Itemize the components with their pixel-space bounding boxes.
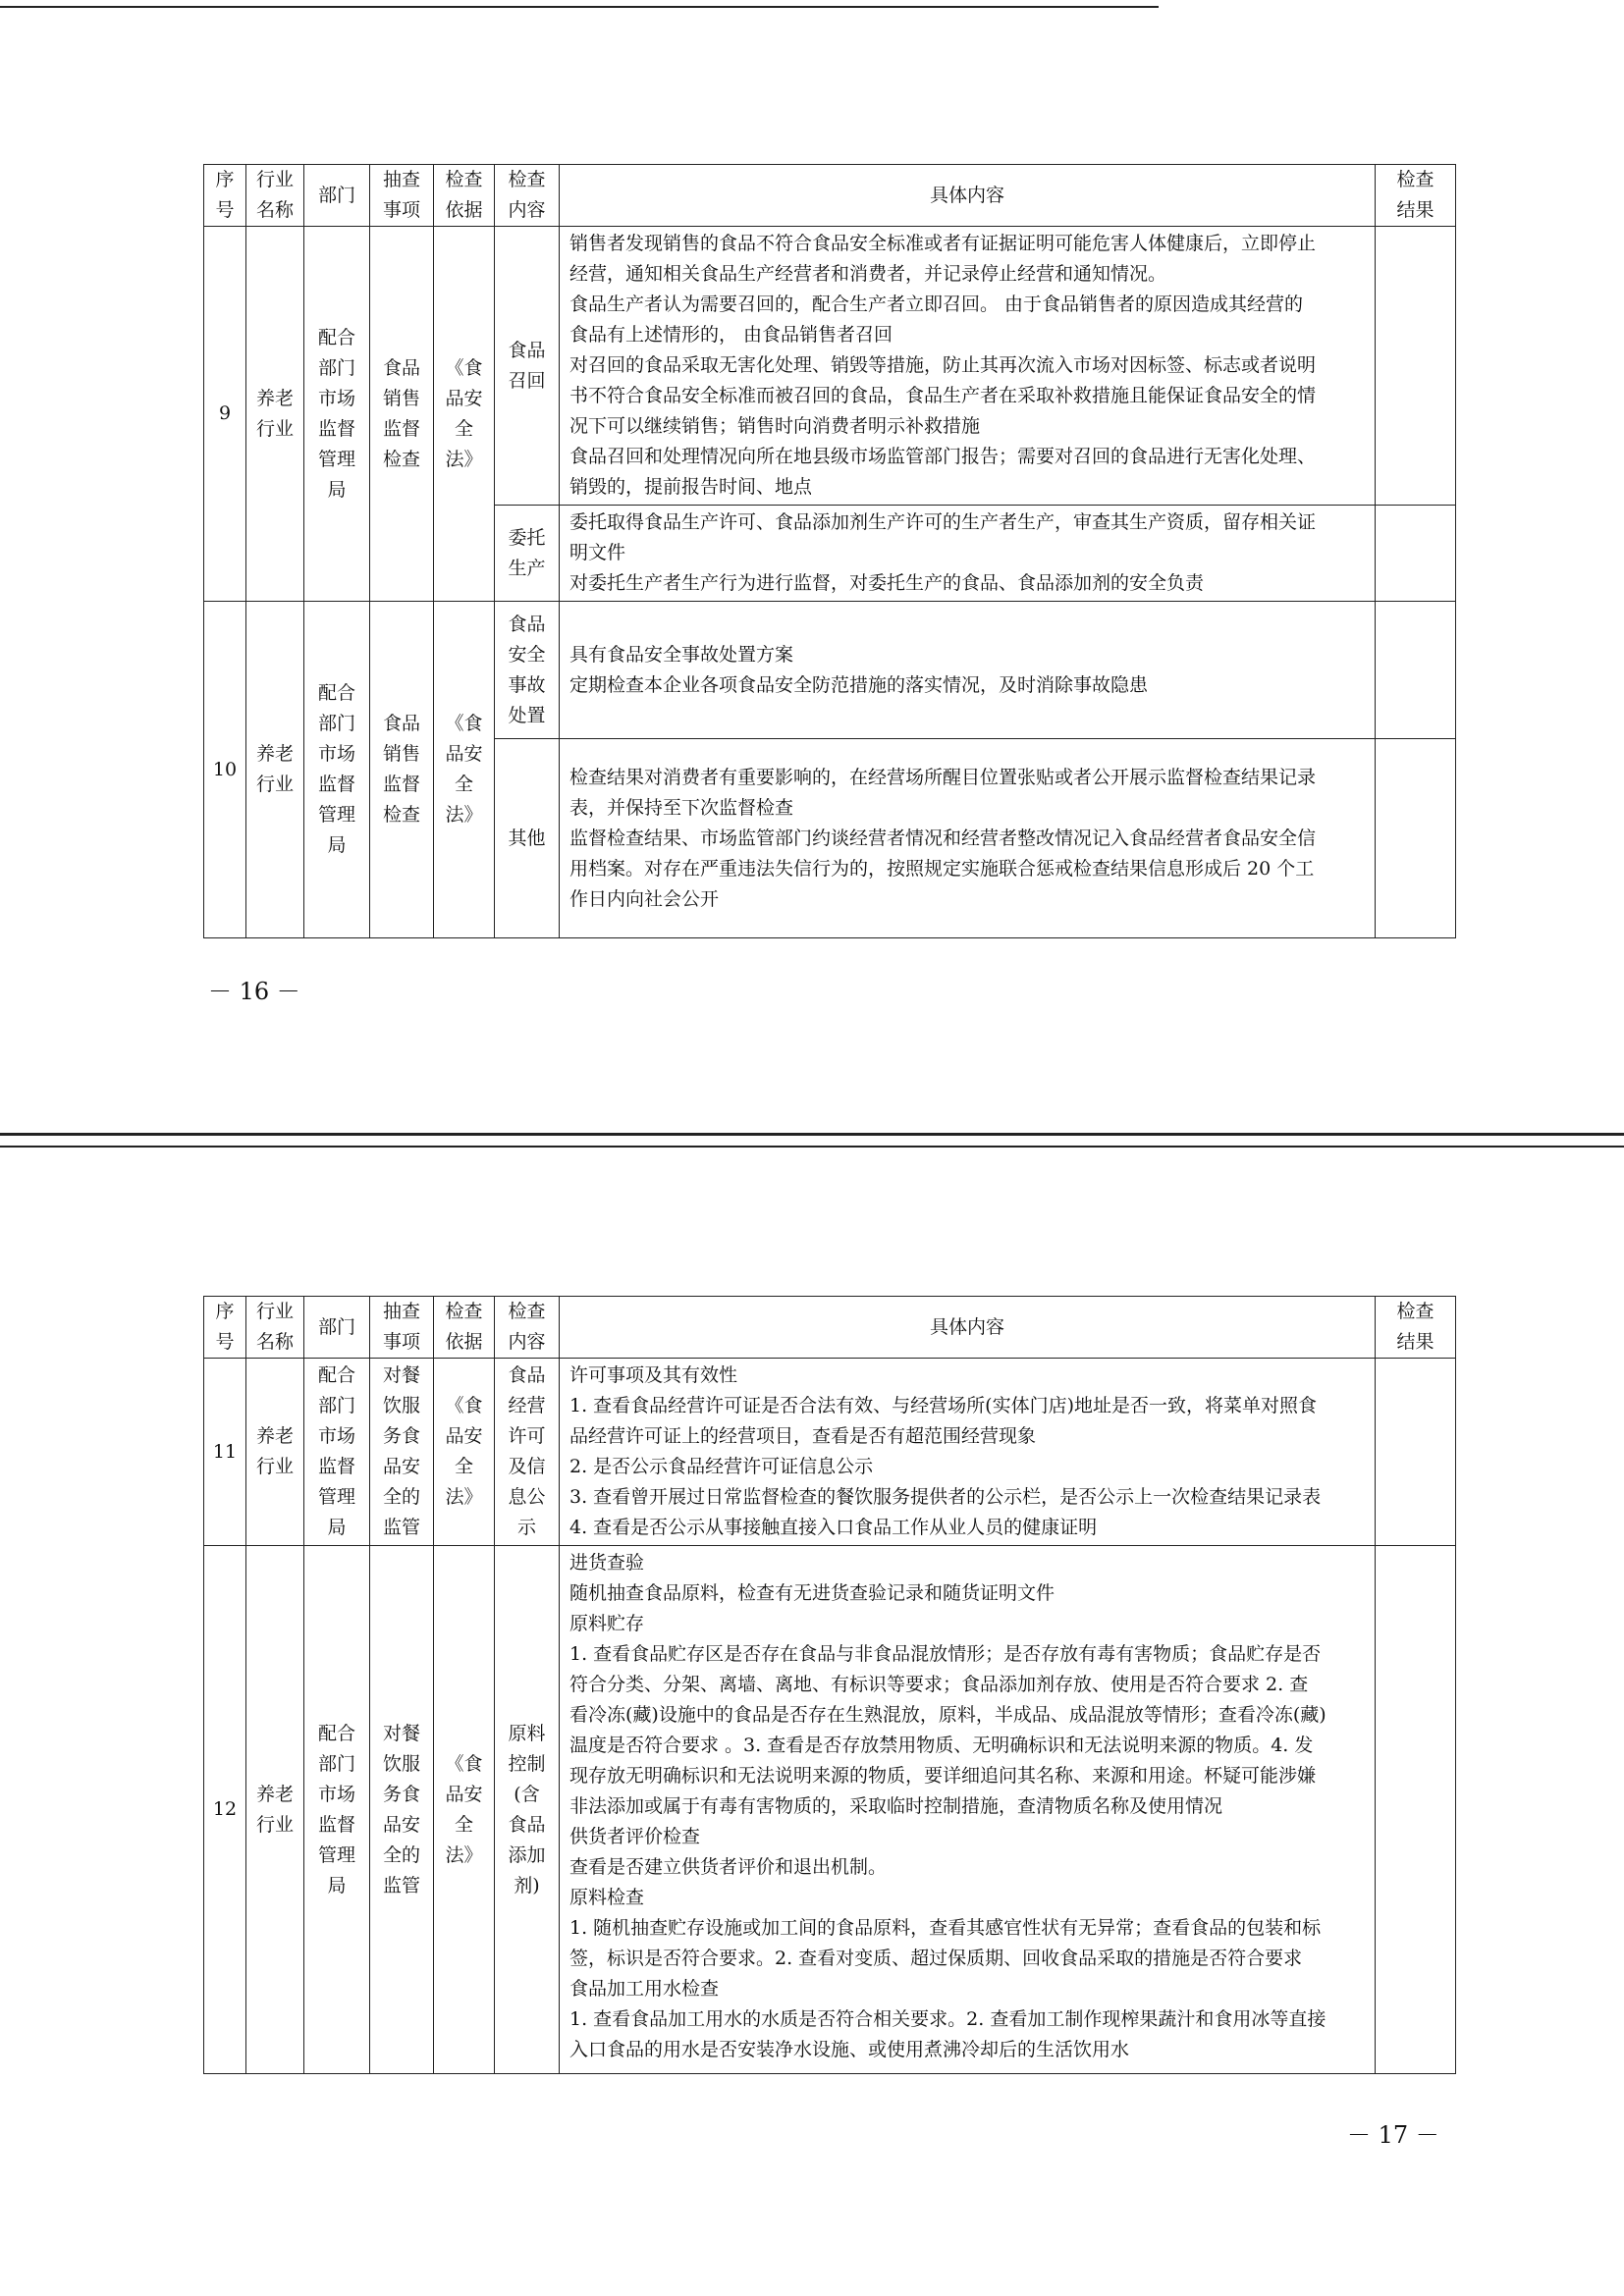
basis-cell: 《食品安全法》 bbox=[445, 713, 483, 826]
page-17 bbox=[0, 1144, 1624, 2296]
detail-line: 定期检查本企业各项食品安全防范措施的落实情况，及时消除事故隐患 bbox=[569, 673, 1149, 696]
detail-cell bbox=[560, 506, 1376, 602]
page-16 bbox=[0, 0, 1624, 1139]
scan-edge-bottom bbox=[0, 1133, 1624, 1136]
industry-cell: 养老行业 bbox=[255, 1425, 294, 1477]
detail-line: 进货查验 bbox=[569, 1552, 645, 1574]
row-number: 11 bbox=[204, 1359, 246, 1546]
item-cell: 食品销售监督检查 bbox=[382, 713, 420, 826]
detail-line: 监督检查结果、市场监管部门约谈经营者情况和经营者整改情况记入食品经营者食品安全信 bbox=[569, 827, 1317, 849]
header-industry: 行业名称 bbox=[255, 1301, 294, 1353]
detail-line: 书不符合食品安全标准而被召回的食品，食品生产者在采取补救措施且能保证食品安全的情 bbox=[569, 385, 1317, 406]
detail-line: 食品召回和处理情况向所在地县级市场监管部门报告；需要对召回的食品进行无害化处理、 bbox=[569, 446, 1317, 467]
header-basis: 检查依据 bbox=[445, 169, 483, 221]
detail-line: 看冷冻(藏)设施中的食品是否存在生熟混放，原料，半成品、成品混放等情形；查看冷冻(藏) bbox=[569, 1704, 1326, 1726]
header-detail: 具体内容 bbox=[929, 184, 1004, 206]
detail-line: 食品有上述情形的， 由食品销售者召回 bbox=[569, 324, 893, 346]
detail-line: 签，标识是否符合要求。2. 查看对变质、超过保质期、回收食品采取的措施是否符合要求 bbox=[569, 1948, 1303, 1969]
result-cell bbox=[1376, 227, 1456, 506]
detail-line: 具有食品安全事故处置方案 bbox=[569, 643, 794, 666]
detail-line: 查看是否建立供货者评价和退出机制。 bbox=[569, 1856, 888, 1878]
detail-line: 1. 查看食品加工用水的水质是否符合相关要求。2. 查看加工制作现榨果蔬汁和食用冰等直接 bbox=[569, 2008, 1326, 2030]
header-result: 检查结果 bbox=[1396, 1301, 1435, 1353]
detail-line: 随机抽查食品原料，检查有无进货查验记录和随货证明文件 bbox=[569, 1582, 1056, 1604]
detail-line: 作日内向社会公开 bbox=[569, 887, 720, 910]
page-number: － 17 － bbox=[1347, 2121, 1439, 2149]
inspection-table-page17 bbox=[203, 1296, 1456, 2074]
header-detail: 具体内容 bbox=[929, 1315, 1004, 1338]
detail-line: 食品生产者认为需要召回的，配合生产者立即召回。 由于食品销售者的原因造成其经营的 bbox=[569, 294, 1304, 315]
table-row bbox=[204, 1359, 1456, 1546]
detail-line: 委托取得食品生产许可、食品添加剂生产许可的生产者生产，审查其生产资质，留存相关证 bbox=[569, 511, 1317, 533]
dept-cell: 配合部门市场监督管理局 bbox=[317, 1722, 355, 1896]
detail-line: 2. 是否公示食品经营许可证信息公示 bbox=[569, 1456, 874, 1477]
result-cell bbox=[1376, 1546, 1456, 2074]
result-cell bbox=[1376, 506, 1456, 602]
page-number: － 16 － bbox=[208, 978, 300, 1005]
header-dept: 部门 bbox=[317, 1315, 355, 1338]
header-industry: 行业名称 bbox=[255, 169, 294, 221]
detail-cell bbox=[560, 227, 1376, 506]
detail-line: 原料贮存 bbox=[569, 1613, 645, 1634]
detail-cell bbox=[560, 739, 1376, 938]
detail-line: 现存放无明确标识和无法说明来源的物质，要详细追问其名称、来源和用途。杯疑可能涉嫌 bbox=[569, 1765, 1317, 1787]
row-number: 10 bbox=[204, 602, 246, 938]
inspection-table-page16 bbox=[203, 164, 1456, 938]
basis-cell: 《食品安全法》 bbox=[445, 1752, 483, 1866]
item-cell: 对餐饮服务食品安全的监管 bbox=[382, 1364, 420, 1538]
result-cell bbox=[1376, 1359, 1456, 1546]
detail-line: 1. 随机抽查贮存设施或加工间的食品原料，查看其感官性状有无异常；查看食品的包装和标 bbox=[569, 1917, 1322, 1939]
detail-line: 明文件 bbox=[569, 542, 626, 563]
basis-cell: 《食品安全法》 bbox=[445, 356, 483, 470]
result-cell bbox=[1376, 602, 1456, 739]
scan-edge-top bbox=[0, 6, 1159, 8]
industry-cell: 养老行业 bbox=[255, 743, 294, 795]
table-row bbox=[204, 227, 1456, 506]
detail-line: 供货者评价检查 bbox=[569, 1826, 701, 1847]
detail-line: 食品加工用水检查 bbox=[569, 1978, 720, 2000]
row-number: 9 bbox=[204, 227, 246, 602]
detail-line: 检查结果对消费者有重要影响的，在经营场所醒目位置张贴或者公开展示监督检查结果记录 bbox=[569, 766, 1317, 788]
table-header-row bbox=[204, 165, 1456, 227]
header-result: 检查结果 bbox=[1396, 169, 1435, 221]
detail-line: 对召回的食品采取无害化处理、销毁等措施，防止其再次流入市场对因标签、标志或者说明 bbox=[569, 354, 1317, 376]
detail-line: 用档案。对存在严重违法失信行为的，按照规定实施联合惩戒检查结果信息形成后 20 个工 bbox=[569, 857, 1315, 880]
header-basis: 检查依据 bbox=[445, 1301, 483, 1353]
header-dept: 部门 bbox=[317, 184, 355, 206]
check-content-cell: 食品召回 bbox=[508, 339, 546, 392]
header-item: 抽查事项 bbox=[382, 169, 420, 221]
detail-line: 经营，通知相关食品生产经营者和消费者，并记录停止经营和通知情况。 bbox=[569, 263, 1167, 285]
header-content: 检查内容 bbox=[508, 169, 546, 221]
header-content: 检查内容 bbox=[508, 1301, 546, 1353]
detail-line: 许可事项及其有效性 bbox=[569, 1364, 738, 1386]
scan-edge-top bbox=[0, 1146, 1624, 1148]
header-item: 抽查事项 bbox=[382, 1301, 420, 1353]
dept-cell: 配合部门市场监督管理局 bbox=[317, 1364, 355, 1538]
detail-line: 对委托生产者生产行为进行监督，对委托生产的食品、食品添加剂的安全负责 bbox=[569, 572, 1205, 594]
industry-cell: 养老行业 bbox=[255, 1783, 294, 1836]
result-cell bbox=[1376, 739, 1456, 938]
header-no: 序号 bbox=[215, 169, 235, 221]
detail-line: 1. 查看食品经营许可证是否合法有效、与经营场所(实体门店)地址是否一致，将菜单对照食 bbox=[569, 1395, 1317, 1416]
detail-line: 1. 查看食品贮存区是否存在食品与非食品混放情形；是否存放有毒有害物质；食品贮存是否 bbox=[569, 1643, 1322, 1665]
detail-cell bbox=[560, 602, 1376, 739]
detail-line: 况下可以继续销售；销售时向消费者明示补救措施 bbox=[569, 415, 981, 437]
item-cell: 食品销售监督检查 bbox=[382, 356, 420, 470]
header-no: 序号 bbox=[215, 1301, 235, 1353]
detail-line: 原料检查 bbox=[569, 1887, 645, 1908]
table-row bbox=[204, 1546, 1456, 2074]
detail-line: 销售者发现销售的食品不符合食品安全标准或者有证据证明可能危害人体健康后，立即停止 bbox=[569, 233, 1317, 254]
basis-cell: 《食品安全法》 bbox=[445, 1395, 483, 1508]
dept-cell: 配合部门市场监督管理局 bbox=[317, 682, 355, 856]
table-row bbox=[204, 602, 1456, 739]
detail-line: 非法添加或属于有毒有害物质的，采取临时控制措施，查清物质名称及使用情况 bbox=[569, 1795, 1223, 1817]
dept-cell: 配合部门市场监督管理局 bbox=[317, 326, 355, 501]
detail-line: 销毁的，提前报告时间、地点 bbox=[569, 476, 813, 498]
detail-line: 入口食品的用水是否安装净水设施、或使用煮沸冷却后的生活饮用水 bbox=[569, 2039, 1130, 2060]
detail-line: 温度是否符合要求 。3. 查看是否存放禁用物质、无明确标识和无法说明来源的物质。4. 发 bbox=[569, 1735, 1314, 1756]
row-number: 12 bbox=[204, 1546, 246, 2074]
item-cell: 对餐饮服务食品安全的监管 bbox=[382, 1722, 420, 1896]
check-content-cell: 其他 bbox=[508, 827, 546, 849]
detail-line: 符合分类、分架、离墙、离地、有标识等要求；食品添加剂存放、使用是否符合要求 2. 查 bbox=[569, 1674, 1309, 1695]
detail-cell bbox=[560, 1546, 1376, 2074]
detail-line: 表，并保持至下次监督检查 bbox=[569, 796, 794, 819]
table-header-row bbox=[204, 1297, 1456, 1359]
detail-line: 品经营许可证上的经营项目，查看是否有超范围经营现象 bbox=[569, 1425, 1037, 1447]
check-content-cell: 食品安全事故处置 bbox=[508, 613, 546, 726]
industry-cell: 养老行业 bbox=[255, 387, 294, 440]
check-content-cell: 食品经营许可及信息公示 bbox=[508, 1364, 546, 1538]
detail-line: 3. 查看曾开展过日常监督检查的餐饮服务提供者的公示栏，是否公示上一次检查结果记录表 bbox=[569, 1486, 1322, 1508]
detail-line: 4. 查看是否公示从事接触直接入口食品工作从业人员的健康证明 bbox=[569, 1517, 1098, 1538]
check-content-cell: 委托生产 bbox=[508, 526, 546, 579]
detail-cell bbox=[560, 1359, 1376, 1546]
check-content-cell: 原料控制(含食品添加剂) bbox=[508, 1722, 546, 1896]
